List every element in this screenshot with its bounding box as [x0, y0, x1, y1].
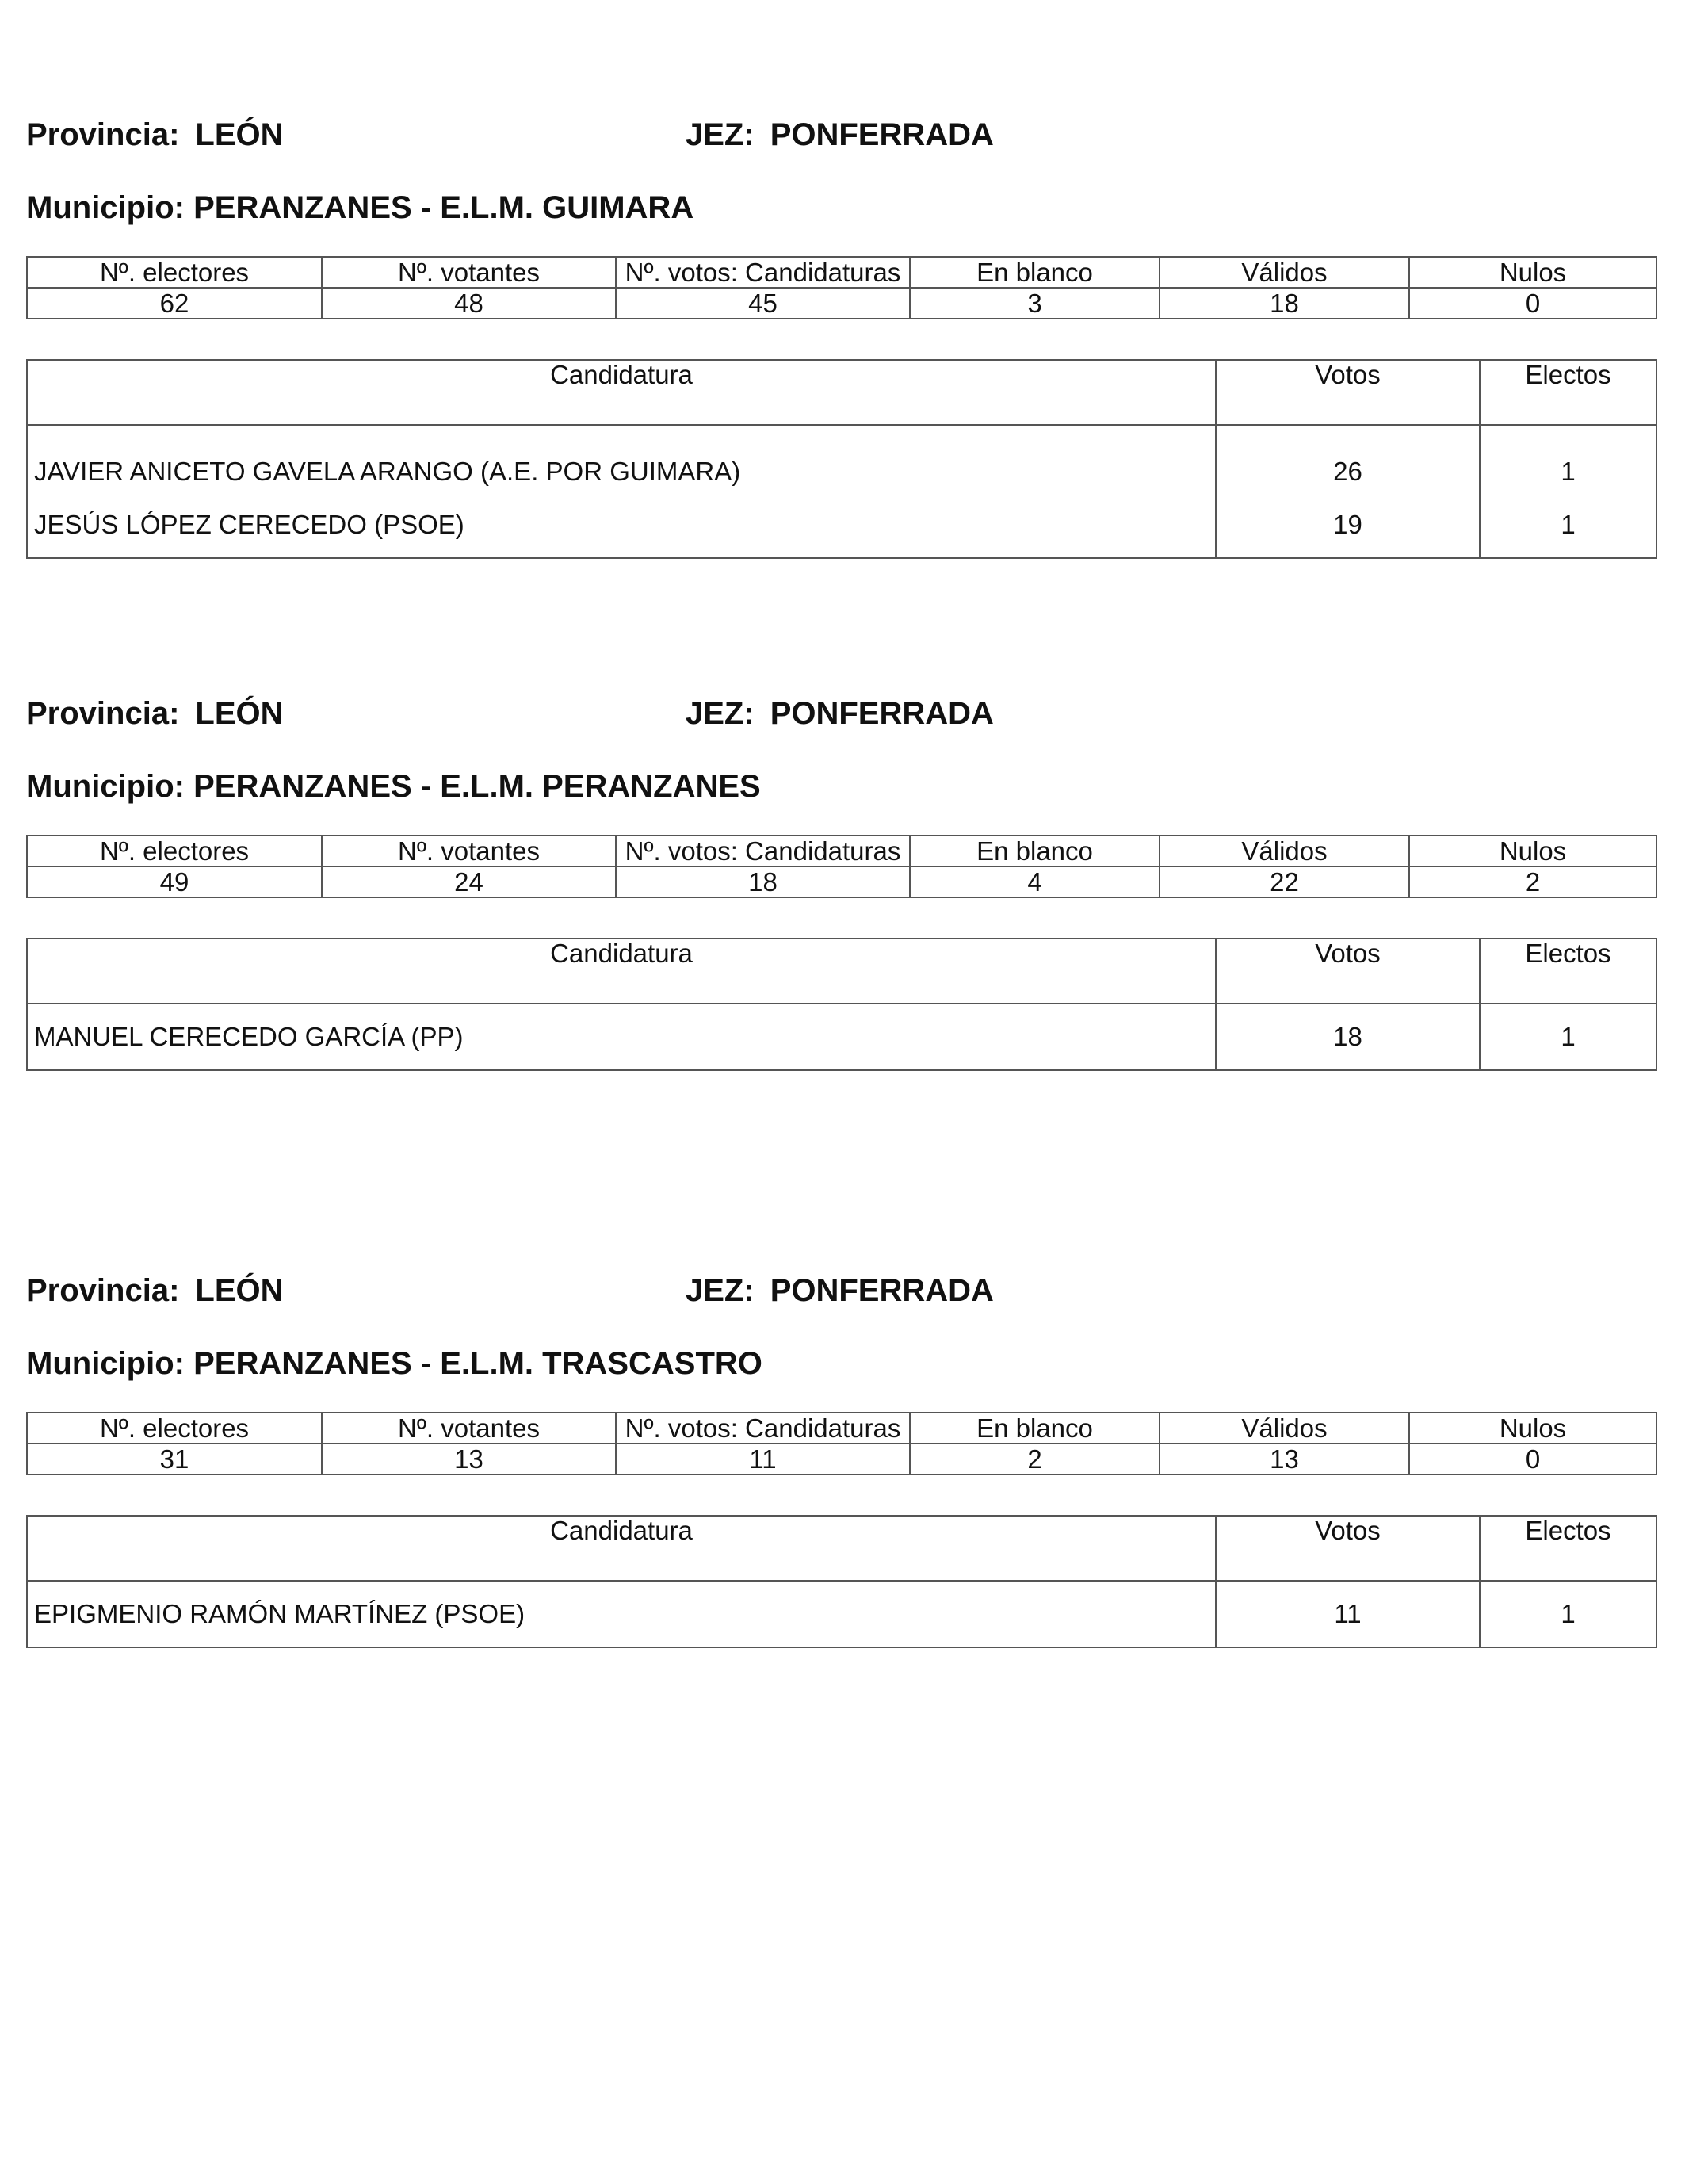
jez-label: JEZ: [686, 117, 755, 152]
stat-validos: 13 [1160, 1444, 1409, 1474]
candidate-votos: 11 [1216, 1581, 1480, 1647]
stat-validos: 22 [1160, 866, 1409, 897]
candidate-votos: 18 [1216, 1004, 1480, 1070]
stat-votos-candidaturas: 18 [616, 866, 910, 897]
stat-electores: 31 [27, 1444, 322, 1474]
stat-header-votos-candidaturas: Nº. votos: Candidaturas [616, 836, 910, 866]
candidate-name: EPIGMENIO RAMÓN MARTÍNEZ (PSOE) [27, 1581, 1216, 1647]
stat-header-votantes: Nº. votantes [322, 1413, 616, 1444]
stat-votantes: 24 [322, 866, 616, 897]
stat-header-votantes: Nº. votantes [322, 257, 616, 288]
municipio-line [26, 1344, 762, 1383]
provincia-label: Provincia: [26, 117, 180, 152]
candidates-table [26, 938, 1657, 1071]
candidate-electos: 1 [1480, 425, 1656, 491]
stat-header-en-blanco: En blanco [910, 257, 1160, 288]
provincia-line [26, 694, 284, 732]
cand-header-candidatura: Candidatura [27, 939, 1216, 1004]
cand-header-electos: Electos [1480, 939, 1656, 1004]
jez-line [686, 116, 994, 154]
candidates-table [26, 359, 1657, 559]
stat-header-nulos: Nulos [1409, 257, 1656, 288]
jez-value: PONFERRADA [770, 117, 994, 152]
provincia-value: LEÓN [195, 117, 284, 152]
stats-header-row [27, 836, 1656, 866]
cand-header-votos: Votos [1216, 939, 1480, 1004]
cand-header-votos: Votos [1216, 360, 1480, 425]
candidate-electos: 1 [1480, 1004, 1656, 1070]
cand-header-candidatura: Candidatura [27, 1516, 1216, 1581]
provincia-label: Provincia: [26, 1273, 180, 1308]
candidate-row [27, 491, 1656, 558]
stat-header-votantes: Nº. votantes [322, 836, 616, 866]
stats-table [26, 256, 1657, 319]
stat-electores: 49 [27, 866, 322, 897]
candidate-row [27, 1581, 1656, 1647]
stat-header-validos: Válidos [1160, 257, 1409, 288]
stat-header-en-blanco: En blanco [910, 836, 1160, 866]
candidate-name: JESÚS LÓPEZ CERECEDO (PSOE) [27, 491, 1216, 558]
stats-value-row [27, 866, 1656, 897]
provincia-value: LEÓN [195, 1273, 284, 1308]
candidate-name: JAVIER ANICETO GAVELA ARANGO (A.E. POR GUIMARA) [27, 425, 1216, 491]
municipio-line [26, 189, 693, 227]
candidate-votos: 26 [1216, 425, 1480, 491]
candidate-electos: 1 [1480, 1581, 1656, 1647]
stat-header-votos-candidaturas: Nº. votos: Candidaturas [616, 257, 910, 288]
stat-en-blanco: 2 [910, 1444, 1160, 1474]
stats-value-row [27, 1444, 1656, 1474]
candidate-name: MANUEL CERECEDO GARCÍA (PP) [27, 1004, 1216, 1070]
jez-line [686, 1272, 994, 1310]
cand-header-votos: Votos [1216, 1516, 1480, 1581]
municipio-value: PERANZANES - E.L.M. PERANZANES [193, 769, 761, 804]
municipio-line [26, 767, 761, 805]
stat-validos: 18 [1160, 288, 1409, 319]
stat-header-validos: Válidos [1160, 1413, 1409, 1444]
municipio-value: PERANZANES - E.L.M. GUIMARA [193, 190, 694, 225]
municipio-value: PERANZANES - E.L.M. TRASCASTRO [193, 1346, 762, 1381]
municipio-label: Municipio: [26, 1346, 185, 1381]
stat-votos-candidaturas: 45 [616, 288, 910, 319]
cand-header-electos: Electos [1480, 1516, 1656, 1581]
stat-votos-candidaturas: 11 [616, 1444, 910, 1474]
candidates-header-row [27, 1516, 1656, 1581]
jez-value: PONFERRADA [770, 1273, 994, 1308]
municipio-label: Municipio: [26, 190, 185, 225]
stat-en-blanco: 4 [910, 866, 1160, 897]
candidates-header-row [27, 360, 1656, 425]
stat-electores: 62 [27, 288, 322, 319]
stat-nulos: 2 [1409, 866, 1656, 897]
candidate-row [27, 425, 1656, 491]
stats-value-row [27, 288, 1656, 319]
stat-header-electores: Nº. electores [27, 836, 322, 866]
stat-votantes: 48 [322, 288, 616, 319]
stats-header-row [27, 1413, 1656, 1444]
stat-header-nulos: Nulos [1409, 1413, 1656, 1444]
stat-header-nulos: Nulos [1409, 836, 1656, 866]
jez-line [686, 694, 994, 732]
provincia-value: LEÓN [195, 696, 284, 731]
candidates-table [26, 1515, 1657, 1648]
jez-label: JEZ: [686, 696, 755, 731]
stat-header-en-blanco: En blanco [910, 1413, 1160, 1444]
provincia-line [26, 1272, 284, 1310]
provincia-label: Provincia: [26, 696, 180, 731]
candidate-row [27, 1004, 1656, 1070]
stat-header-electores: Nº. electores [27, 1413, 322, 1444]
cand-header-electos: Electos [1480, 360, 1656, 425]
stat-header-electores: Nº. electores [27, 257, 322, 288]
municipio-label: Municipio: [26, 769, 185, 804]
candidate-votos: 19 [1216, 491, 1480, 558]
stats-header-row [27, 257, 1656, 288]
stat-header-votos-candidaturas: Nº. votos: Candidaturas [616, 1413, 910, 1444]
stats-table [26, 1412, 1657, 1475]
stats-table [26, 835, 1657, 898]
stat-en-blanco: 3 [910, 288, 1160, 319]
jez-label: JEZ: [686, 1273, 755, 1308]
provincia-line [26, 116, 284, 154]
cand-header-candidatura: Candidatura [27, 360, 1216, 425]
stat-header-validos: Válidos [1160, 836, 1409, 866]
candidate-electos: 1 [1480, 491, 1656, 558]
jez-value: PONFERRADA [770, 696, 994, 731]
stat-nulos: 0 [1409, 288, 1656, 319]
stat-nulos: 0 [1409, 1444, 1656, 1474]
candidates-header-row [27, 939, 1656, 1004]
stat-votantes: 13 [322, 1444, 616, 1474]
